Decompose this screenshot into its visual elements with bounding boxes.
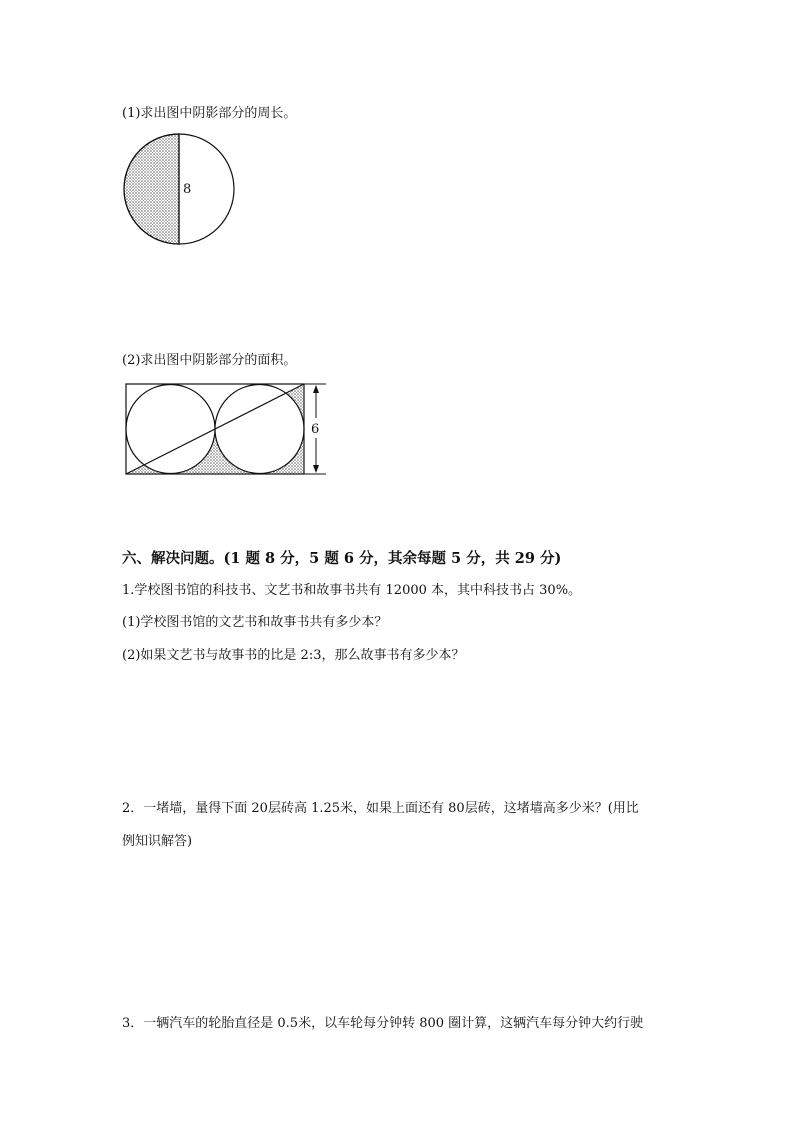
problem-1-sub-2: (2)如果文艺书与故事书的比是 2:3，那么故事书有多少本？ bbox=[122, 648, 465, 663]
dimension-arrow-down bbox=[313, 465, 319, 473]
problem-2-line-2: 例知识解答) bbox=[122, 834, 193, 849]
question-2-prompt: (2)求出图中阴影部分的面积。 bbox=[122, 353, 297, 368]
right-circle bbox=[215, 385, 304, 474]
problem-3-line-1: 3．一辆汽车的轮胎直径是 0.5米，以车轮每分钟转 800 圈计算，这辆汽车每分钟大约行驶 bbox=[122, 1016, 644, 1031]
diameter-label: 8 bbox=[183, 182, 192, 197]
question-1-prompt: (1)求出图中阴影部分的周长。 bbox=[122, 106, 297, 121]
problem-1-sub-1: (1)学校图书馆的文艺书和故事书共有多少本？ bbox=[122, 615, 388, 630]
height-label: 6 bbox=[311, 422, 320, 437]
dimension-arrow-up bbox=[313, 385, 319, 393]
section-6-heading: 六、解决问题。(1 题 8 分，5 题 6 分，其余每题 5 分，共 29 分) bbox=[122, 550, 562, 567]
problem-1-stem: 1.学校图书馆的科技书、文艺书和故事书共有 12000 本，其中科技书占 30%。 bbox=[122, 583, 582, 598]
problem-2-line-1: 2．一堵墙，量得下面 20层砖高 1.25米，如果上面还有 80层砖，这堵墙高多少米？(用比 bbox=[122, 801, 639, 816]
left-circle bbox=[126, 385, 215, 474]
